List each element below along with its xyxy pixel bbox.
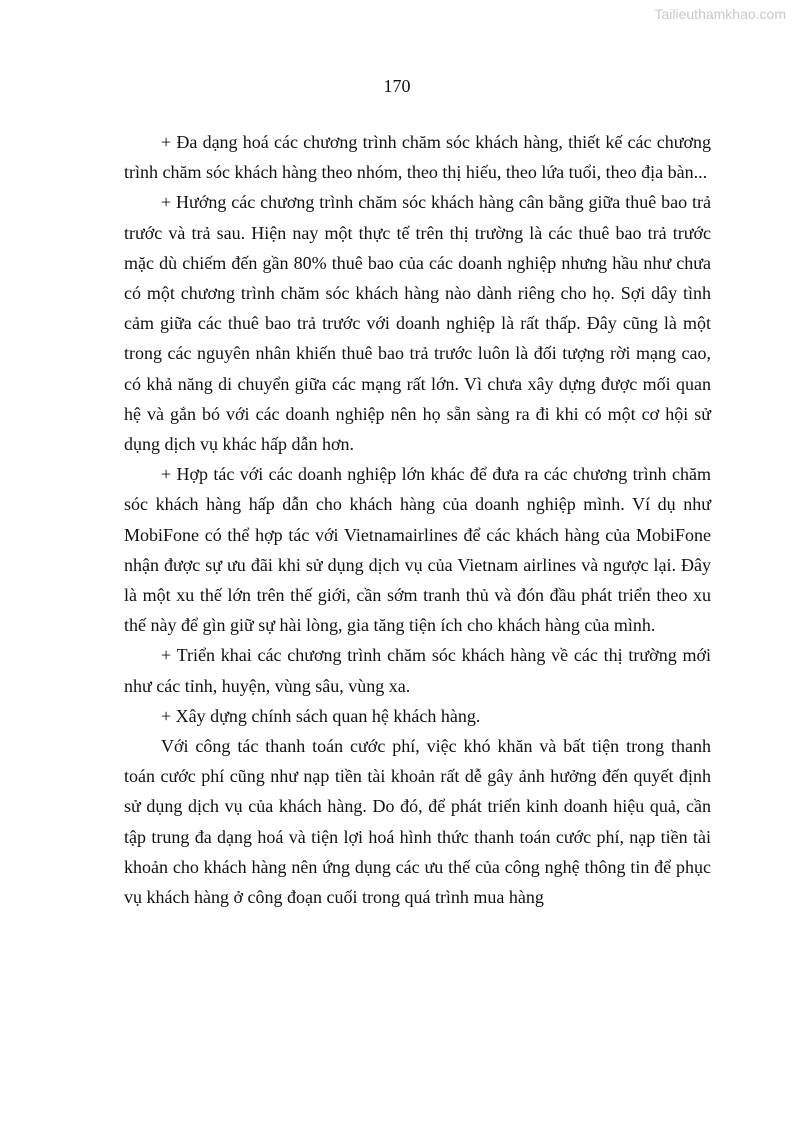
paragraph: + Đa dạng hoá các chương trình chăm sóc khách hàng, thiết kế các chương trình chăm sóc khách hàng theo nhóm, theo thị hiếu, theo lứa tuổi, theo địa bàn... [124,132,711,183]
paragraph: + Hợp tác với các doanh nghiệp lớn khác để đưa ra các chương trình chăm sóc khách hàng hấp dẫn cho khách hàng của doanh nghiệp mình. Ví dụ như MobiFone có thể hợp tác với Vietnamairlines để các khách hàng của MobiFone nhận được sự ưu đãi khi sử dụng dịch vụ của Vietnam airlines và ngược lại. Đây là một xu thế lớn trên thế giới, cần sớm tranh thủ và đón đầu phát triển theo xu thế này để gìn giữ sự hài lòng, gia tăng tiện ích cho khách hàng của mình. [124,464,711,636]
watermark-text: Tailieuthamkhao.com [654,6,786,22]
page-number: 170 [383,76,411,96]
paragraph: + Xây dựng chính sách quan hệ khách hàng. [161,705,481,726]
body-text [124,127,711,912]
paragraph: Với công tác thanh toán cước phí, việc khó khăn và bất tiện trong thanh toán cước phí cũng như nạp tiền tài khoản rất dễ gây ảnh hưởng đến quyết định sử dụng dịch vụ của khách hàng. Do đó, để phát triển kinh doanh hiệu quả, cần tập trung đa dạng hoá và tiện lợi hoá hình thức thanh toán cước phí, nạp tiền tài khoản cho khách hàng nên ứng dụng các ưu thế của công nghệ thông tin để phục vụ khách hàng ở công đoạn cuối trong quá trình mua hàng [124,736,711,908]
paragraph: + Hướng các chương trình chăm sóc khách hàng cân bằng giữa thuê bao trả trước và trả sau. Hiện nay một thực tế trên thị trường là các thuê bao trả trước mặc dù chiếm đến gần 80% thuê bao của các doanh nghiệp nhưng hầu như chưa có một chương trình chăm sóc khách hàng nào dành riêng cho họ. Sợi dây tình cảm giữa các thuê bao trả trước với doanh nghiệp là rất thấp. Đây cũng là một trong các nguyên nhân khiến thuê bao trả trước luôn là đối tượng rời mạng cao, có khả năng di chuyển giữa các mạng rất lớn. Vì chưa xây dựng được mối quan hệ và gắn bó với các doanh nghiệp nên họ sẵn sàng ra đi khi có một cơ hội sử dụng dịch vụ khác hấp dẫn hơn. [124,192,711,455]
paragraph: + Triển khai các chương trình chăm sóc khách hàng về các thị trường mới như các tỉnh, huyện, vùng sâu, vùng xa. [124,645,711,696]
